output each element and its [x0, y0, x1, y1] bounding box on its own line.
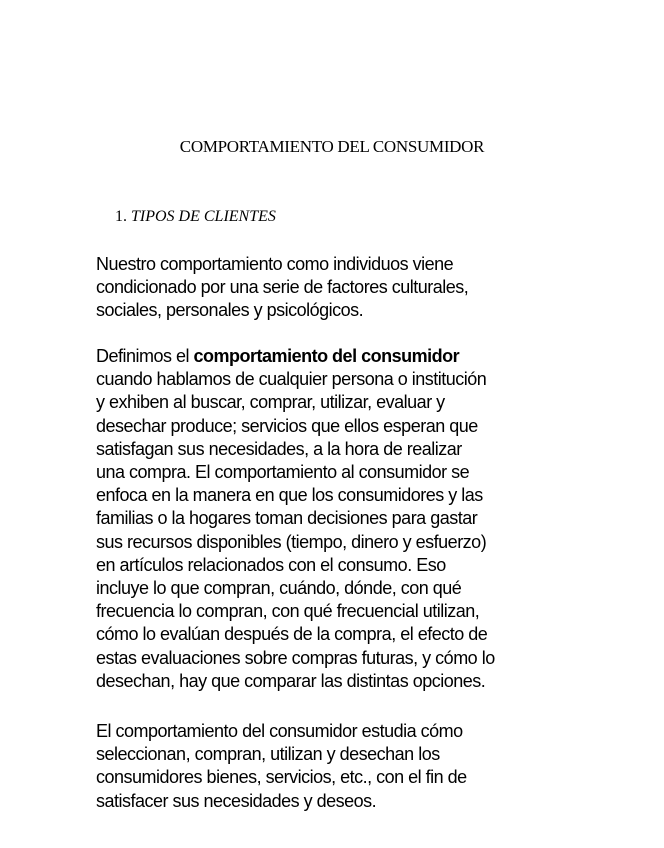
- paragraph-line: familias o la hogares toman decisiones para gastar: [96, 508, 478, 529]
- paragraph-line: en artículos relacionados con el consumo. Eso: [96, 554, 446, 575]
- paragraph-line: y exhiben al buscar, comprar, utilizar, evaluar y: [96, 392, 445, 413]
- paragraph-line: enfoca en la manera en que los consumidores y las: [96, 485, 483, 506]
- paragraph-line: incluye lo que compran, cuándo, dónde, con qué: [96, 578, 462, 599]
- paragraph-line: [96, 345, 576, 368]
- definition-term: comportamiento del consumidor: [193, 346, 460, 366]
- paragraph-line: El comportamiento del consumidor estudia cómo: [96, 721, 463, 741]
- paragraph-line: sus recursos disponibles (tiempo, dinero y esfuerzo): [96, 531, 487, 552]
- paragraph-line: seleccionan, compran, utilizan y desechan los: [96, 744, 440, 765]
- paragraph-line: desechan, hay que comparar las distintas opciones.: [96, 670, 486, 691]
- paragraph-line: desechar produce; servicios que ellos esperan que: [96, 415, 478, 436]
- section-label: TIPOS DE CLIENTES: [131, 208, 276, 225]
- definition-lead: Definimos el: [96, 346, 194, 366]
- paragraph-line: cuando hablamos de cualquier persona o institución: [96, 369, 487, 390]
- section-number: 1.: [115, 208, 127, 225]
- paragraph-definition: [96, 345, 576, 693]
- paragraph-line: sociales, personales y psicológicos.: [96, 300, 364, 321]
- document-title: COMPORTAMIENTO DEL CONSUMIDOR: [179, 137, 485, 156]
- section-heading: [115, 206, 276, 228]
- paragraph-line: cómo lo evalúan después de la compra, el efecto de: [96, 624, 488, 645]
- paragraph-line: condicionado por una serie de factores culturales,: [96, 277, 469, 298]
- paragraph-line: una compra. El comportamiento al consumidor se: [96, 462, 470, 483]
- paragraph-line: satisfagan sus necesidades, a la hora de realizar: [96, 438, 462, 459]
- paragraph-intro: [96, 253, 576, 323]
- paragraph-line: Nuestro comportamiento como individuos viene: [96, 254, 454, 274]
- paragraph-study: [96, 720, 576, 813]
- paragraph-line: consumidores bienes, servicios, etc., con el fin de: [96, 767, 467, 788]
- paragraph-line: satisfacer sus necesidades y deseos.: [96, 790, 377, 811]
- paragraph-line: frecuencia lo compran, con qué frecuencial utilizan,: [96, 601, 480, 622]
- paragraph-line: estas evaluaciones sobre compras futuras, y cómo lo: [96, 647, 495, 668]
